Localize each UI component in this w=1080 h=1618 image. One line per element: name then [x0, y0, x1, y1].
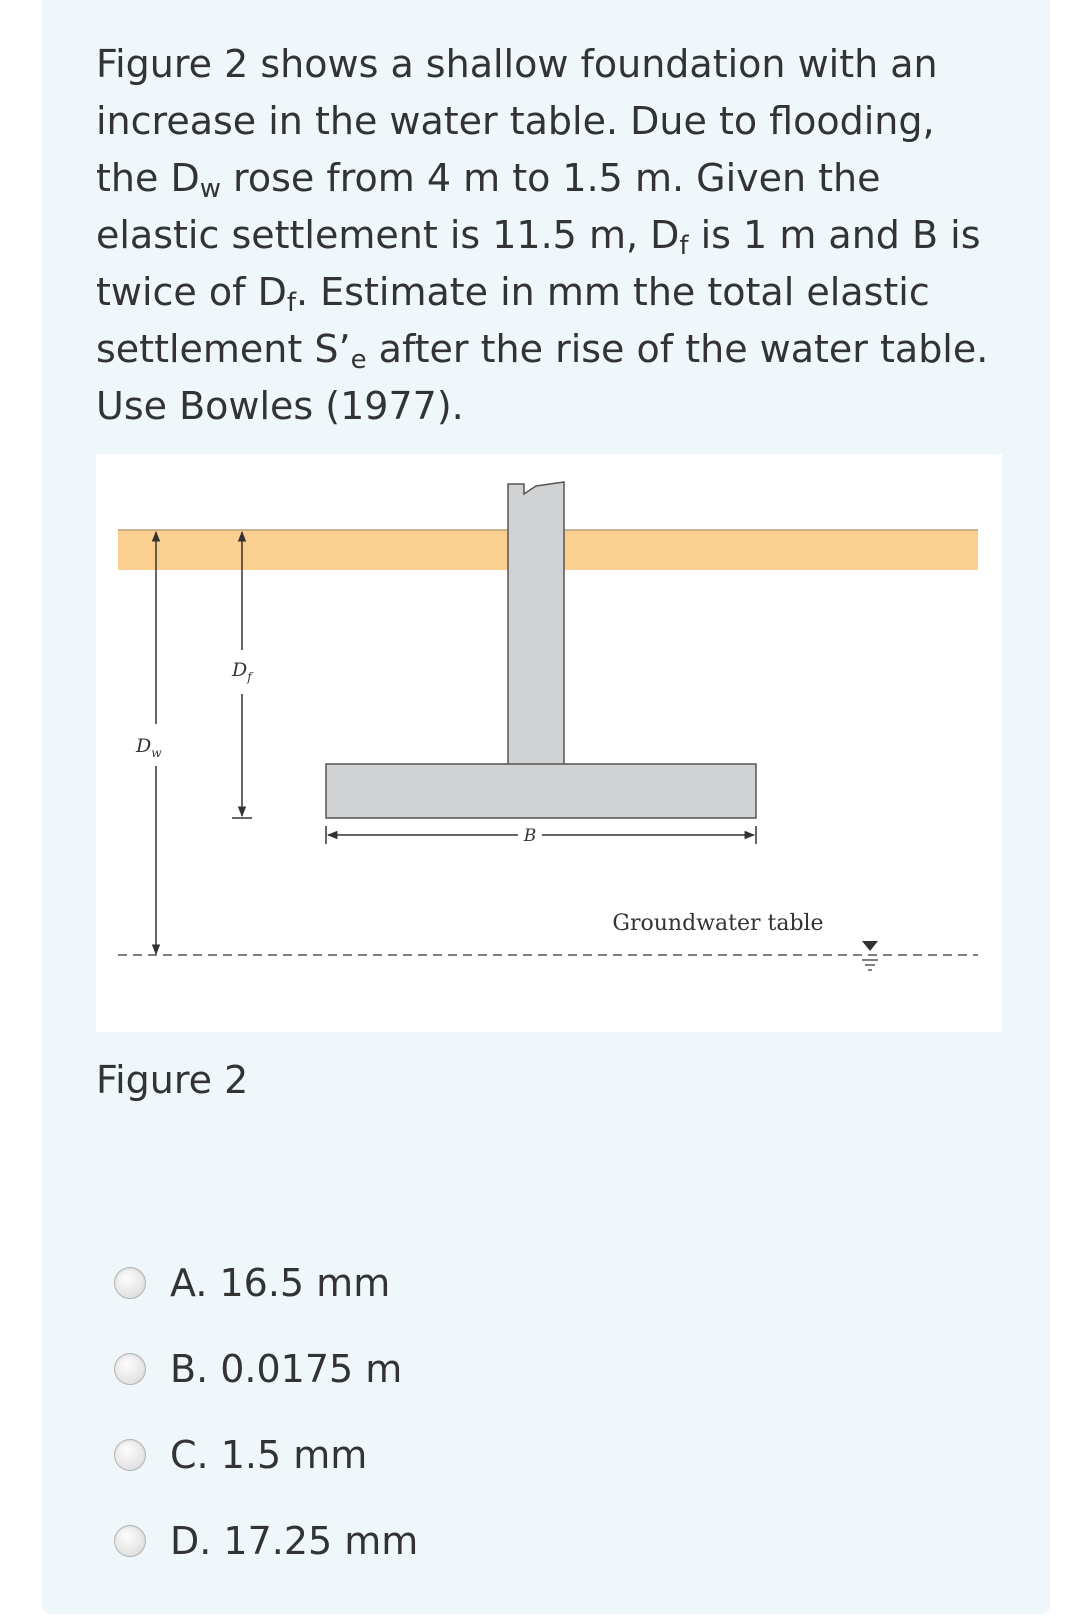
b-label: B [523, 826, 537, 846]
option-b-label: B. 0.0175 m [170, 1347, 403, 1391]
option-c[interactable] [114, 1412, 814, 1498]
question-text-part: after the rise of the water table. Use Bowles (1977). [96, 327, 989, 428]
option-d[interactable] [114, 1498, 814, 1584]
option-b[interactable] [114, 1326, 814, 1412]
foundation-figure [96, 454, 1002, 1032]
question-text-part: is 1 m and B is twice of D [96, 213, 981, 314]
question-text [96, 36, 996, 435]
question-text-part: . Estimate in mm the total elastic settlement S’ [96, 270, 930, 371]
df-label: $D_f$ [232, 659, 252, 684]
subscript-f: f [286, 288, 297, 318]
foundation-diagram [96, 454, 1002, 1032]
option-d-label: D. 17.25 mm [170, 1519, 419, 1563]
subscript-f: f [679, 231, 689, 261]
option-a-label: A. 16.5 mm [170, 1261, 391, 1305]
radio-button-b[interactable] [114, 1353, 146, 1385]
question-text-part: rose from 4 m to 1.5 m. Given the elastic settlement is 11.5 m, D [96, 156, 881, 257]
radio-button-d[interactable] [114, 1525, 146, 1557]
question-card [42, 0, 1050, 1614]
figure-caption: Figure 2 [96, 1058, 249, 1102]
dw-label: $D_w$ [136, 735, 162, 760]
footing-column [508, 482, 564, 766]
radio-button-a[interactable] [114, 1267, 146, 1299]
subscript-e: e [350, 345, 367, 375]
question-text-part: Figure 2 shows a shallow foundation with an increase in the water table. Due to flooding, the D [96, 42, 938, 200]
option-a[interactable] [114, 1240, 814, 1326]
answer-options [114, 1240, 814, 1584]
option-c-label: C. 1.5 mm [170, 1433, 368, 1477]
footing-slab [326, 764, 756, 818]
groundwater-table-label: Groundwater table [612, 911, 824, 936]
radio-button-c[interactable] [114, 1439, 146, 1471]
subscript-w: w [199, 174, 221, 204]
